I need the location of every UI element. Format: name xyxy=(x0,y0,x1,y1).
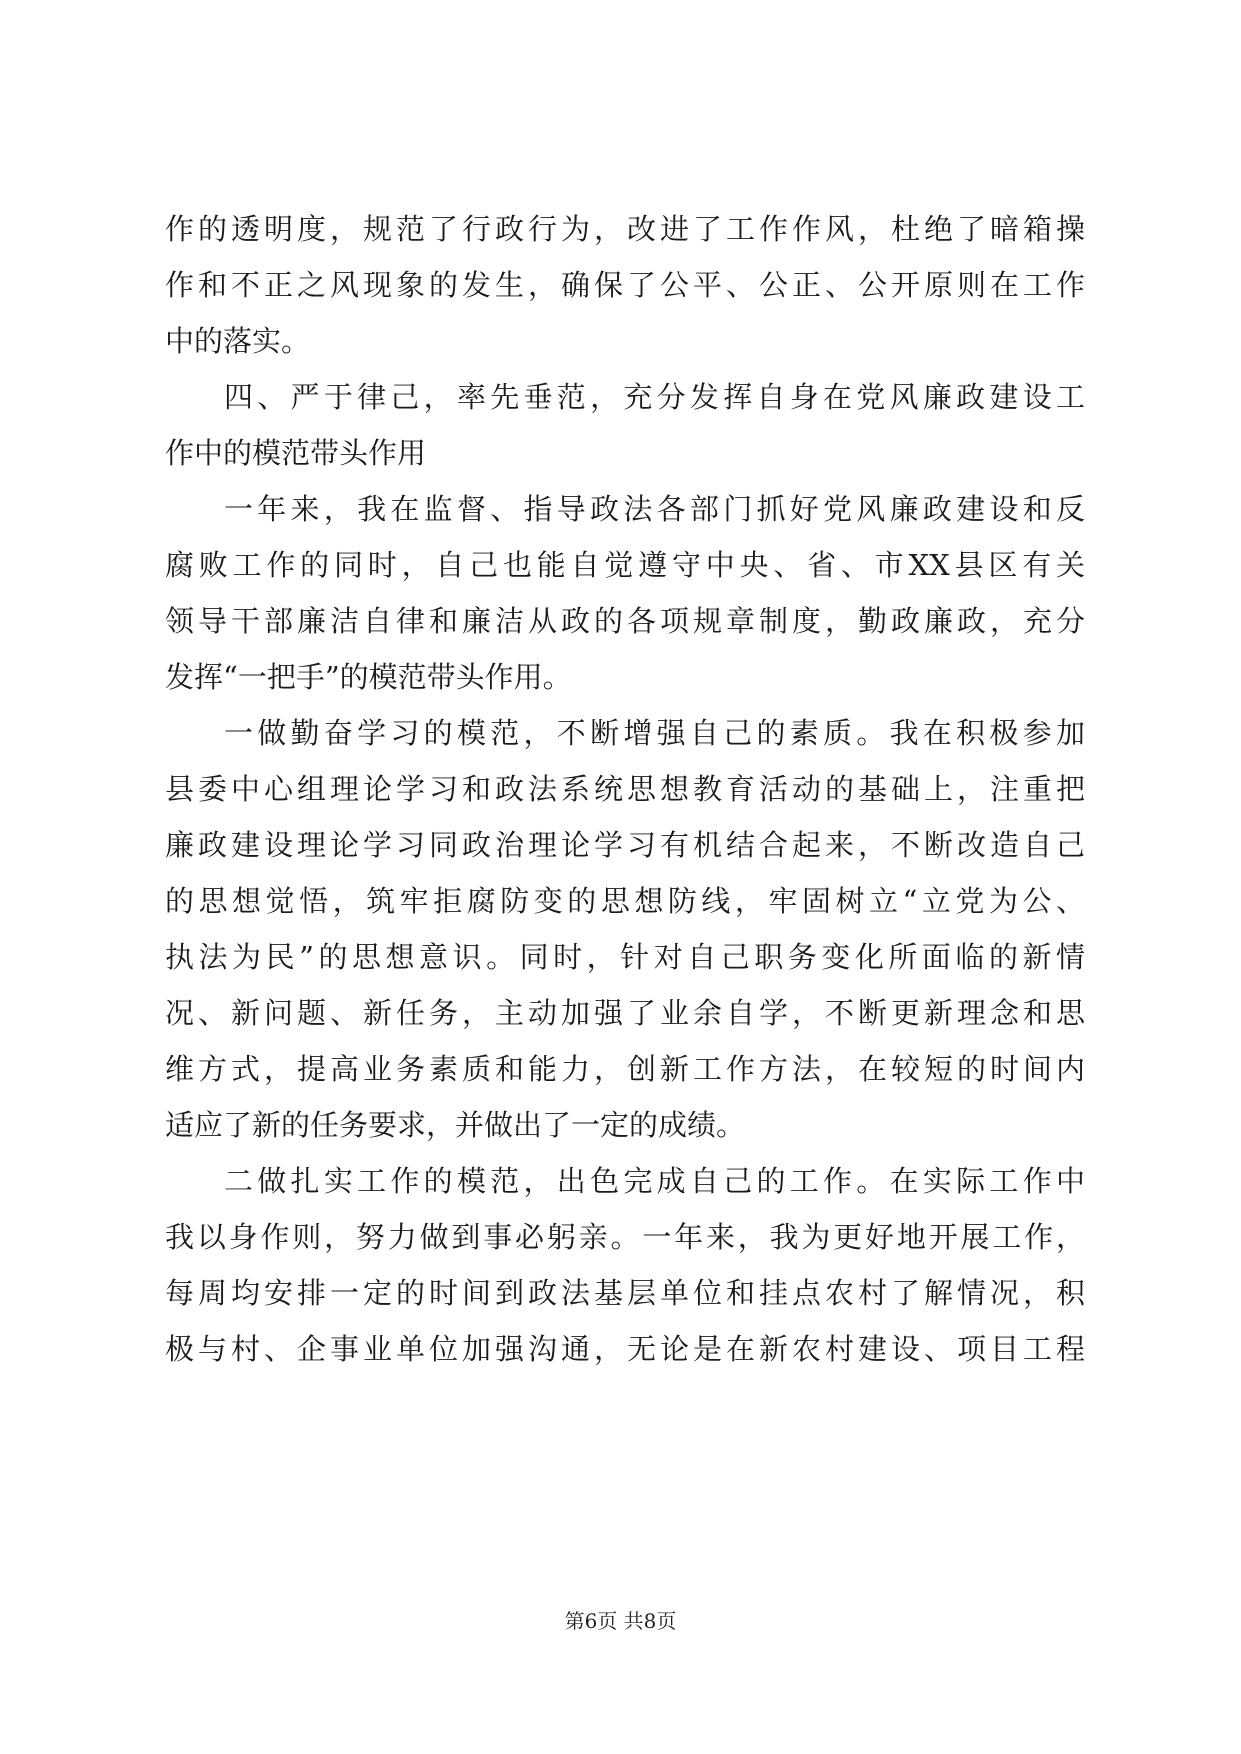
text-line-19: 我以身作则，努力做到事必躬亲。一年来，我为更好地开展工作， xyxy=(165,1220,1085,1254)
text-line-13: 的思想觉悟，筑牢拒腐防变的思想防线，牢固树立“立党为公、 xyxy=(165,884,1085,918)
text-line-8: 领导干部廉洁自律和廉洁从政的各项规章制度，勤政廉政，充分 xyxy=(165,604,1085,638)
section-heading-line-1: 四、严于律己，率先垂范，充分发挥自身在党风廉政建设工 xyxy=(224,380,1085,414)
text-line-16: 维方式，提高业务素质和能力，创新工作方法，在较短的时间内 xyxy=(165,1052,1085,1086)
page-number-footer: 第6页 共8页 xyxy=(564,1609,677,1633)
text-line-21: 极与村、企事业单位加强沟通，无论是在新农村建设、项目工程 xyxy=(165,1332,1085,1366)
text-line-11: 县委中心组理论学习和政法系统思想教育活动的基础上，注重把 xyxy=(165,772,1085,806)
text-line-9: 发挥“一把手”的模范带头作用。 xyxy=(165,660,572,694)
text-line-1: 作的透明度，规范了行政行为，改进了工作作风，杜绝了暗箱操 xyxy=(165,212,1085,246)
section-heading-line-2: 作中的模范带头作用 xyxy=(165,436,427,470)
text-line-7: 腐败工作的同时，自己也能自觉遵守中央、省、市XX县区有关 xyxy=(165,548,1085,582)
text-line-20: 每周均安排一定的时间到政法基层单位和挂点农村了解情况，积 xyxy=(165,1276,1085,1310)
text-line-2: 作和不正之风现象的发生，确保了公平、公正、公开原则在工作 xyxy=(165,268,1085,302)
text-line-15: 况、新问题、新任务，主动加强了业余自学，不断更新理念和思 xyxy=(165,996,1085,1030)
text-line-14: 执法为民”的思想意识。同时，针对自己职务变化所面临的新情 xyxy=(165,940,1085,974)
text-line-12: 廉政建设理论学习同政治理论学习有机结合起来，不断改造自己 xyxy=(165,828,1085,862)
text-line-17: 适应了新的任务要求，并做出了一定的成绩。 xyxy=(165,1108,746,1142)
text-line-10: 一做勤奋学习的模范，不断增强自己的素质。我在积极参加 xyxy=(224,716,1085,750)
text-line-6: 一年来，我在监督、指导政法各部门抓好党风廉政建设和反 xyxy=(224,492,1085,526)
text-line-3: 中的落实。 xyxy=(165,324,311,358)
text-line-18: 二做扎实工作的模范，出色完成自己的工作。在实际工作中 xyxy=(224,1164,1085,1198)
